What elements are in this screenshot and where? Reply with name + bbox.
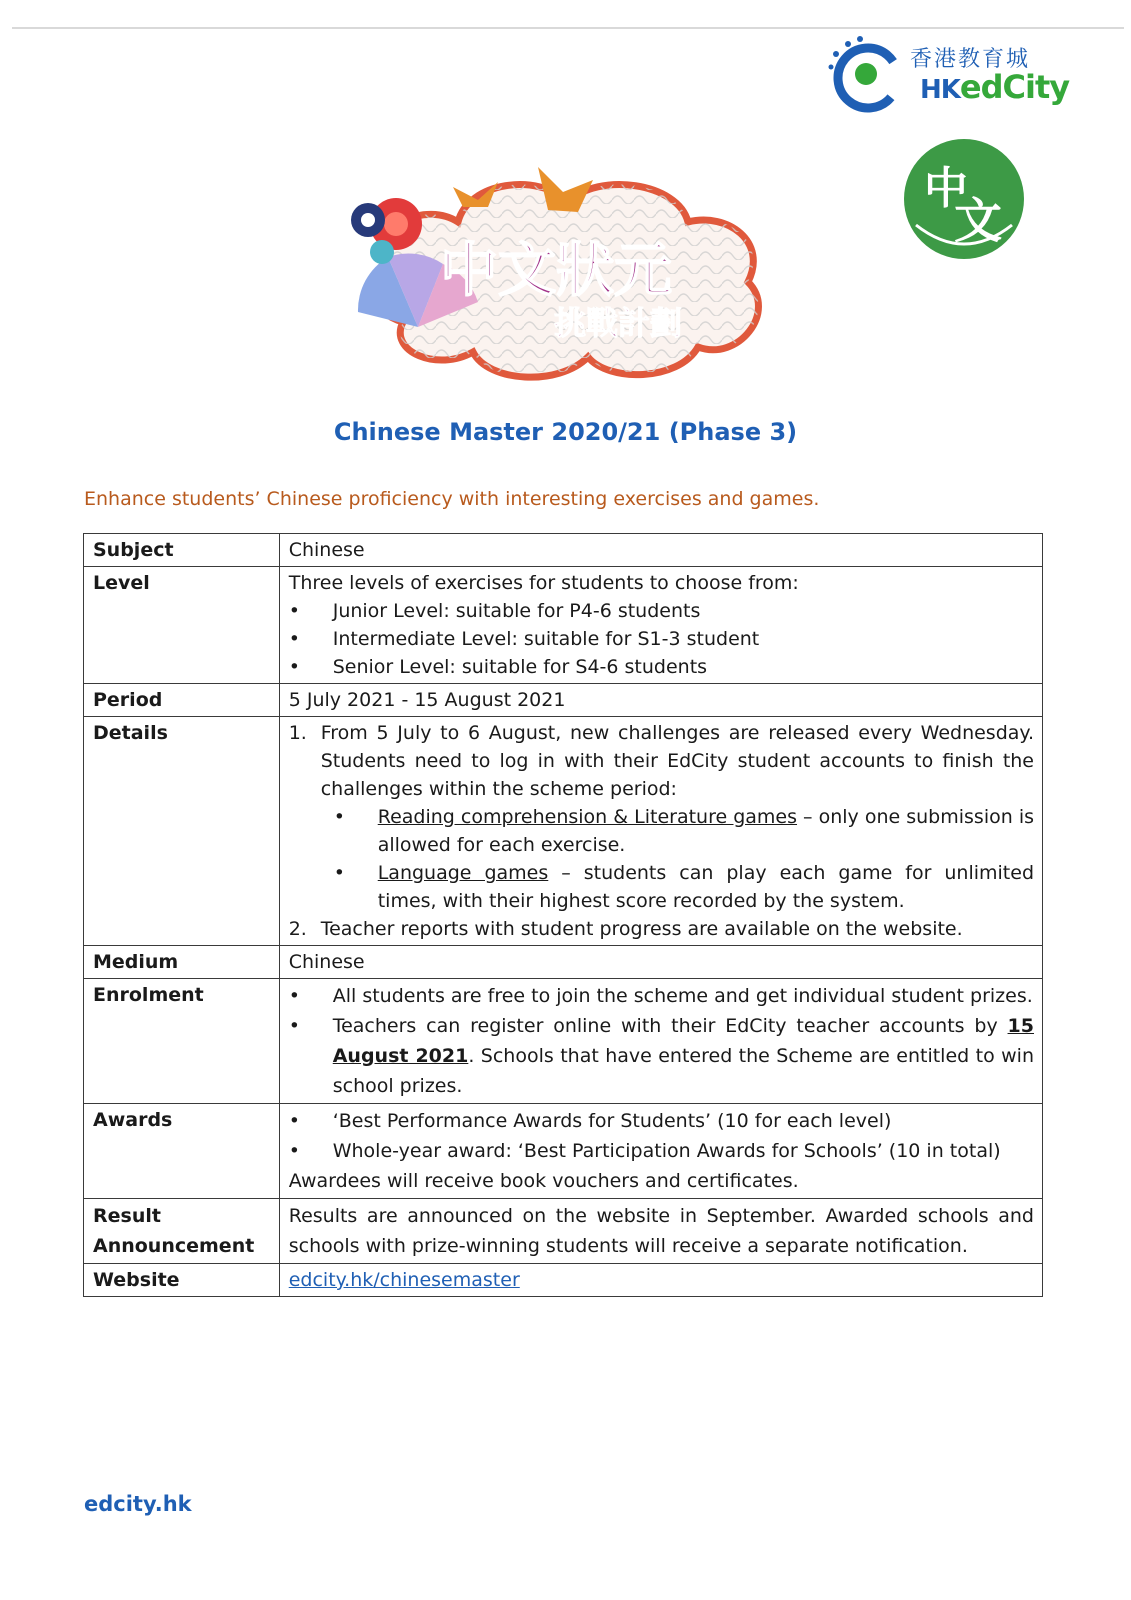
list-item: • Intermediate Level: suitable for S1-3 student <box>289 625 1034 653</box>
enrolment-item-2-post: . Schools that have entered the Scheme are entitled to win school prizes. <box>332 1045 1034 1097</box>
row-label-enrolment: Enrolment <box>84 979 280 1104</box>
details-item-2-text: Teacher reports with student progress are available on the website. <box>320 918 963 940</box>
row-value-subject: Chinese <box>279 534 1042 567</box>
edcity-name-rest: edCity <box>959 68 1070 106</box>
row-label-level: Level <box>84 567 280 684</box>
row-value-result: Results are announced on the website in September. Awarded schools and schools with prize-winning students will receive a separate notification. <box>279 1199 1042 1264</box>
level-intro: Three levels of exercises for students to choose from: <box>288 572 799 594</box>
details-list <box>289 719 1034 943</box>
reading-games-label: Reading comprehension & Literature games <box>377 806 798 828</box>
list-item <box>289 1011 1034 1101</box>
badge-char-top: 中 <box>924 163 968 214</box>
edcity-swirl-icon <box>826 34 906 116</box>
level-list <box>289 597 1034 681</box>
website-link[interactable]: edcity.hk/chinesemaster <box>288 1269 520 1291</box>
row-value-medium: Chinese <box>279 946 1042 979</box>
details-sublist <box>321 803 1034 915</box>
enrolment-list <box>289 981 1034 1101</box>
banner-subtitle: 挑戰計劃 <box>554 304 683 342</box>
row-label-website: Website <box>84 1264 280 1297</box>
row-label-subject: Subject <box>84 534 280 567</box>
table-row-medium <box>84 946 1043 979</box>
list-item <box>289 915 1034 943</box>
footer-url[interactable]: edcity.hk <box>84 1492 192 1516</box>
enrolment-item-2-pre: Teachers can register online with their EdCity teacher accounts by <box>332 1015 1008 1037</box>
result-label-line-1: Result <box>93 1205 161 1227</box>
row-value-website <box>279 1264 1042 1297</box>
list-item: • All students are free to join the scheme and get individual student prizes. <box>289 981 1034 1011</box>
edcity-chinese-name: 香港教育城 <box>910 47 1031 72</box>
awards-list <box>289 1106 1034 1166</box>
row-label-medium: Medium <box>84 946 280 979</box>
list-item <box>321 859 1034 915</box>
language-games-label: Language games <box>377 862 549 884</box>
banner-title: 中文狀元 <box>440 236 673 304</box>
details-item-1-text: From 5 July to 6 August, new challenges are released every Wednesday. Students need to log in with their EdCity student accounts to finish the challenges within the scheme period: <box>320 722 1034 800</box>
badge-char-bottom: 文 <box>954 193 1003 249</box>
row-value-details <box>279 717 1042 946</box>
reading-games-desc: – only one submission is allowed for each exercise. <box>377 806 1034 856</box>
list-item <box>289 719 1034 915</box>
row-value-awards <box>279 1104 1042 1199</box>
row-value-period: 5 July 2021 - 15 August 2021 <box>279 684 1042 717</box>
list-item <box>321 803 1034 859</box>
edcity-hk-prefix: HK <box>920 75 960 105</box>
edcity-english-name <box>920 68 1069 106</box>
row-label-result <box>84 1199 280 1264</box>
chinese-master-banner <box>348 162 778 392</box>
document-title: Chinese Master 2020/21 (Phase 3) <box>333 418 798 446</box>
item-number: 2. <box>288 918 307 940</box>
tagline: Enhance students’ Chinese proficiency with interesting exercises and games. <box>84 488 820 510</box>
table-row-level <box>84 567 1043 684</box>
list-item: • Junior Level: suitable for P4-6 students <box>289 597 1034 625</box>
table-row-details <box>84 717 1043 946</box>
list-item: • ‘Best Performance Awards for Students’ (10 for each level) <box>289 1106 1034 1136</box>
table-row-period <box>84 684 1043 717</box>
row-value-level <box>279 567 1042 684</box>
list-item: • Senior Level: suitable for S4-6 students <box>289 653 1034 681</box>
chinese-subject-badge <box>902 137 1026 261</box>
result-label-line-2: Announcement <box>93 1235 255 1257</box>
awards-note: Awardees will receive book vouchers and certificates. <box>288 1170 799 1192</box>
hkedcity-logo[interactable] <box>826 34 1076 116</box>
language-games-desc: – students can play each game for unlimited times, with their highest score recorded by the system. <box>377 862 1035 912</box>
scheme-info-table <box>83 533 1043 1297</box>
list-item: • Whole-year award: ‘Best Participation Awards for Schools’ (10 in total) <box>289 1136 1034 1166</box>
table-row-enrolment <box>84 979 1043 1104</box>
table-row-awards <box>84 1104 1043 1199</box>
table-row-result <box>84 1199 1043 1264</box>
row-label-period: Period <box>84 684 280 717</box>
table-row-website <box>84 1264 1043 1297</box>
row-label-awards: Awards <box>84 1104 280 1199</box>
table-row-subject <box>84 534 1043 567</box>
top-rule <box>12 27 1124 29</box>
item-number: 1. <box>288 722 307 744</box>
registration-deadline: 15 August 2021 <box>332 1015 1034 1067</box>
row-value-enrolment <box>279 979 1042 1104</box>
row-label-details: Details <box>84 717 280 946</box>
